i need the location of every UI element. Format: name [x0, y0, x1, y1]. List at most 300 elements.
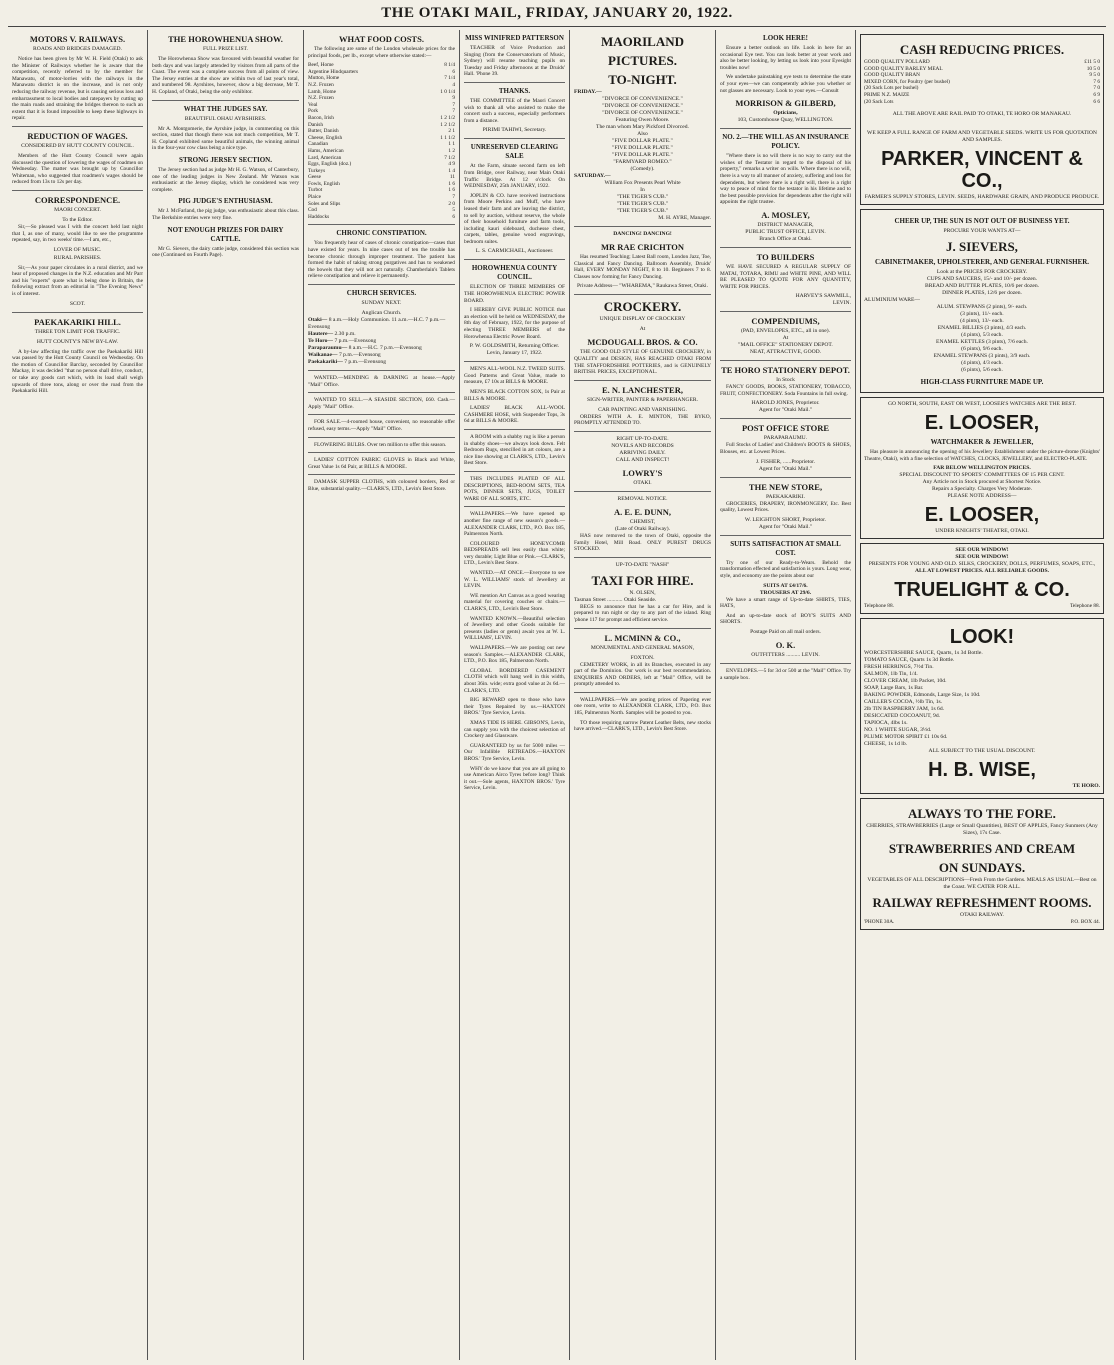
- ad-body: JOPLIN & CO. have received instructions from Moore Perkins and Muff, who have leased their farm and are leaving the district, to sell by auction, without reserve, the whole of their household furniture and farm tools, including kauri sideboard, duchesse chest, carpets, tables, genuine wood engravings, bedroom suites.: [464, 192, 565, 245]
- divider: [574, 557, 711, 558]
- cash-price: 9 5 0: [1089, 72, 1100, 79]
- olsen-name: N. OLSEN,: [629, 589, 656, 596]
- price-item: Bacon, Irish: [308, 114, 334, 121]
- classified-ad: WANTED TO SELL.—A SEASIDE SECTION, £60. Cash.—Apply "Mail" Office.: [308, 397, 455, 410]
- morrison-title: MORRISON & GILBERD,: [735, 98, 836, 109]
- price-value: 4 9: [448, 161, 455, 168]
- tehoro-stock: In Stock: [776, 377, 795, 384]
- look-item: TAPIOCA, 4lbs 1s.: [864, 719, 908, 726]
- film-title: "FIVE DOLLAR PLATE.": [612, 138, 673, 144]
- film-title: "DIVORCE OF CONVENIENCE.": [602, 103, 683, 109]
- divider: [308, 284, 455, 285]
- sievers-item: (4 pints), 13/- each.: [960, 318, 1004, 325]
- film-star: Featuring Owen Moore.: [615, 117, 670, 123]
- look-item: 2lb TIN RASPBERRY JAM, 1s 6d.: [864, 705, 945, 712]
- mosley-subtitle: DISTRICT MANAGER,: [757, 221, 814, 228]
- service-row: [308, 345, 455, 352]
- price-value: 1 2 1/2: [440, 121, 455, 128]
- crockery-title: CROCKERY.: [603, 299, 682, 315]
- price-row: [308, 108, 455, 115]
- newstore-title: THE NEW STORE,: [748, 481, 823, 492]
- divider: [464, 471, 565, 472]
- show-body: The Horowhenua Show was favoured with beautiful weather for both days and was largely attended by visitors from all parts of the Coast. The event was a complete success from all points of view. The Jersey entries at the show are within two of last year's total, and numbered 98. Ayrshires, however, show a big decrease, Mr T. H. Copland, of Otaki, being the only exhibitor.: [152, 56, 299, 95]
- price-value: 6: [452, 68, 455, 75]
- divider: [308, 414, 455, 415]
- window-line: SEE OUR WINDOW!: [955, 554, 1009, 561]
- compendiums-sub: (PAD, ENVELOPES, ETC., all in one).: [741, 328, 830, 335]
- look-item: FRESH HERRINGS, 7½d Tin.: [864, 663, 934, 670]
- classified-ad: WHY do we know that you are all going to use American Airco Tyres before long? Think it out.—Sole agents, HAXTON BROS.' Tyre Service, Levin.: [464, 765, 565, 792]
- comedy-label: (Comedy).: [630, 166, 655, 172]
- price-item: Lamb, Home: [308, 88, 336, 95]
- looser-far: FAR BELOW WELLINGTON PRICES.: [933, 465, 1031, 472]
- postage-note: Postage Paid on all mail orders.: [750, 629, 821, 635]
- newstore-sub: PAEKAKARIKI.: [765, 493, 806, 500]
- paekakariki-body: A by-law affecting the traffic over the Paekakariki Hill was passed by the Hutt County Council on Wednesday. On the motion of Councillor Barclay, seconded by Councillor Mackay, it was decided "that no person shall drive, conduct, or take any goods cart which, with its load shall weigh upwards of three tons, along or over the road from the Paekakariki Hill.: [12, 348, 143, 395]
- maoriland-title: MAORILAND: [600, 34, 685, 49]
- service-place: Paekakariki—: [308, 359, 343, 365]
- cash-price: 7 6: [1093, 78, 1100, 85]
- price-item: N.Z. Frozen: [308, 81, 334, 88]
- cash-item: GOOD QUALITY BARLEY MEAL: [864, 65, 943, 72]
- sievers-item: ENAMEL BILLIES (3 pints), 4/3 each.: [937, 325, 1027, 332]
- dancing-label: DANCING! DANCING!: [613, 231, 672, 237]
- price-item: Fowls, English: [308, 180, 340, 187]
- tehoro-title: TE HORO STATIONERY DEPOT.: [721, 365, 850, 376]
- sundays-title: ON SUNDAYS.: [938, 859, 1026, 875]
- mcdougall-title: MCDOUGALL BROS. & CO.: [587, 337, 698, 348]
- looser-subtitle-2: UNDER KNIGHTS' THEATRE, OTAKI.: [935, 528, 1029, 535]
- divider: [574, 294, 711, 295]
- crichton-title: MR RAE CRICHTON: [601, 242, 684, 252]
- price-row: [308, 141, 455, 148]
- look-foot: ALL SUBJECT TO THE USUAL DISCOUNT.: [928, 747, 1036, 754]
- tehoro-body: FANCY GOODS, BOOKS, STATIONERY, TOBACCO, FRUIT, CONFECTIONERY. Soda Fountains in full swing.: [720, 384, 851, 397]
- price-row: [308, 201, 455, 208]
- price-value: 7: [452, 108, 455, 115]
- sievers-look: Look at the PRICES FOR CROCKERY.: [936, 269, 1028, 276]
- classified-ad: FLOWERING BULBS. Over ten million to offer this season.: [314, 441, 447, 448]
- tonight-title: TO-NIGHT.: [608, 72, 677, 87]
- truelight-body: PRESENTS FOR YOUNG AND OLD. SILKS, CROCKERY, DOLLS, PERFUMES, SOAPS, ETC.,: [868, 561, 1096, 568]
- cash-row: [864, 59, 1100, 66]
- cash-row: [864, 85, 1100, 92]
- looser-discount: SPECIAL DISCOUNT TO SPORTS' COMMITTEES OF 15 PER CENT.: [899, 472, 1065, 479]
- service-row: [308, 359, 455, 366]
- price-row: [308, 75, 455, 82]
- price-item: Haddocks: [308, 213, 330, 220]
- column-2: [148, 30, 304, 1360]
- price-item: Cod: [308, 207, 317, 214]
- judges-heading: WHAT THE JUDGES SAY.: [183, 104, 268, 113]
- divider: [720, 311, 851, 312]
- price-item: Canadian: [308, 141, 329, 148]
- price-value: 7: [452, 194, 455, 201]
- price-item: Plaice: [308, 194, 321, 201]
- price-value: 1 0 1/4: [440, 88, 455, 95]
- cash-price: 7 0: [1093, 85, 1100, 92]
- builders-body: WE HAVE SECURED A REGULAR SUPPLY OF MATAI, TOTARA, RIMU and WHITE PINE, AND WILL BE PLEASED TO QUOTE FOR ANY QUANTITY, WRITE FOR PRICES.: [720, 263, 851, 290]
- cash-note-2: WE KEEP A FULL RANGE OF FARM AND VEGETABLE SEEDS. WRITE US FOR QUOTATION AND SAMPLES.: [867, 130, 1097, 144]
- jersey-body: The Jersey section had as judge Mr H. G. Watson, of Canterbury, one of the leading judges in New Zealand. Mr Watson was enthusiastic at the Jersey display, which he considered was very complete.: [152, 166, 299, 193]
- divider: [574, 226, 711, 227]
- divider: [720, 128, 851, 129]
- lookhere-body-2: We undertake painstaking eye tests to determine the state of your eyes—we can competently advise you whether or not glasses are necessary. Look to your eyes.—Consult: [720, 74, 851, 94]
- classified-ad: WE mention Art Canvas as a good wearing material for covering couches or chairs.—CLARK'S, LTD., Levin's Best Store.: [464, 592, 565, 613]
- sievers-item: ENAMEL STEWPANS (3 pints), 3/9 each.: [933, 353, 1031, 360]
- service-place: Hautere—: [308, 331, 334, 337]
- parker-title: PARKER, VINCENT & CO.,: [881, 148, 1083, 193]
- looser-note: PLEASE NOTE ADDRESS—: [947, 493, 1017, 500]
- price-value: 8 1/4: [444, 62, 455, 69]
- cheer-line: CHEER UP, THE SUN IS NOT OUT OF BUSINESS YET.: [894, 217, 1070, 226]
- price-row: [308, 128, 455, 135]
- window-line: SEE OUR WINDOW!: [955, 547, 1009, 554]
- shirts-body: We have a smart range of Up-to-date SHIRTS, TIES, HATS,: [720, 596, 851, 610]
- ayrshires-subheading: BEAUTIFUL OHAU AYRSHIRES.: [184, 115, 267, 122]
- also-label: Also: [637, 131, 648, 137]
- classified-ad: WANTED.—MENDING & DARNING at house.—Apply "Mail" Office.: [308, 375, 455, 388]
- builders-title: TO BUILDERS: [756, 251, 815, 262]
- classified-ad: WALLPAPERS.—We are posting out new season's Samples.—ALEXANDER CLARK, LTD., P.O. Box 185, Palmerston North.: [464, 645, 565, 665]
- olsen-address: Tasman Street ........... Otaki Seaside.: [574, 596, 657, 603]
- mcminn-body: CEMETERY WORK, in all its Branches, executed in any part of the Dominion. Our work is our best recommendation. ENQUIRIES AND ORDERS, left at "Mail" Office, will be promptly attended to.: [574, 661, 711, 688]
- price-item: Veal: [308, 101, 318, 108]
- service-row: [308, 331, 455, 338]
- judges-body: Mr A. Montgomerie, the Ayrshire judge, in commenting on this section, stated that though there was not much competition, Mr T. H. Copland exhibited some beautiful animals, the winning animal in the four-year cow class being a nice type.: [152, 125, 299, 152]
- price-value: 1 4: [448, 167, 455, 174]
- crockery-body: THE GOOD OLD STYLE OF GENUINE CROCKERY, in QUALITY and DESIGN, HAS REACHED OTAKI FROM THE STAFFORDSHIRE POTTERIES, and is GENUINELY BRITISH. PRICES, EXCEPTIONAL.: [574, 349, 711, 376]
- classified-ad: XMAS TIDE IS HERE. GIBSON'S, Levin, can supply you with the choicest selection of Crockery and Glassware.: [464, 719, 565, 740]
- cash-row: [864, 92, 1100, 99]
- service-time: 7 p.m.—Evensong: [344, 359, 387, 365]
- manager: M. H. AYRE, Manager.: [658, 215, 711, 221]
- friday-label: FRIDAY.—: [574, 89, 602, 95]
- cash-price: 6 6: [1093, 98, 1100, 105]
- film-title: "DIVORCE OF CONVENIENCE.": [602, 96, 683, 102]
- look-item: SOAP, Large Bars, 1s Bar.: [864, 684, 924, 691]
- film-title: "FIVE DOLLAR PLATE.": [612, 152, 673, 158]
- price-item: Mutton, Home: [308, 75, 340, 82]
- price-row: [308, 168, 455, 175]
- price-item: Pork: [308, 108, 319, 115]
- price-value: 11: [449, 174, 455, 181]
- cash-prices-ad: [860, 34, 1104, 205]
- sievers-item: DINNER PLATES, 12/6 per dozen.: [942, 290, 1022, 297]
- truelight-title: TRUELIGHT & CO.: [894, 579, 1070, 602]
- price-value: 1 2: [448, 147, 455, 154]
- veg-body: VEGETABLES OF ALL DESCRIPTIONS—Fresh From the Gardens. MEALS AS USUAL—Best on the Coast. WE CATER FOR ALL.: [867, 876, 1097, 890]
- divider: [12, 190, 143, 191]
- compendiums-title: COMPENDIUMS,: [751, 316, 820, 327]
- suits-body: Try one of our Ready-to-Wears. Behold the transformation effected and satisfaction is yours. Long wear, style, and economy are the points about our: [720, 559, 851, 580]
- compendiums-mail: "MAIL OFFICE" STATIONERY DEPOT.: [738, 342, 833, 349]
- column-5: [570, 30, 716, 1360]
- divider: [308, 370, 455, 371]
- taxi-title: TAXI FOR HIRE.: [591, 572, 694, 588]
- lowrys-place: OTAKI.: [633, 479, 652, 486]
- pig-body: Mr J. McFarland, the pig judge, was enthusiastic about this class. The Berkshire entries were very fine.: [152, 208, 299, 221]
- looser-body: Has pleasure in announcing the opening of his Jewellery Establishment under the picture-drome (Knights' Theatre, Otaki), with a fine selection of WATCHES, CLOCKS, JEWELLERY, and ELECTRO-PLATE.: [864, 449, 1100, 462]
- motors-subheading: ROADS AND BRIDGES DAMAGED.: [33, 46, 122, 52]
- divider: [720, 247, 851, 248]
- to-editor: To the Editor.: [62, 216, 93, 223]
- paekakariki-subheading: THREE TON LIMIT FOR TRAFFIC.: [34, 328, 121, 335]
- price-item: N.Z. Frozen: [308, 95, 334, 102]
- paekakariki-subheading-2: HUTT COUNTY'S NEW BY-LAW.: [36, 338, 119, 345]
- compendiums-at: At: [782, 335, 789, 342]
- cash-row: [864, 66, 1100, 73]
- price-row: [308, 115, 455, 122]
- cash-price: £11 5 0: [1084, 59, 1100, 65]
- mosley-branch: Branch Office at Otaki.: [759, 235, 812, 242]
- lookhere-title: LOOK HERE!: [763, 34, 808, 42]
- dunn-title: A. E. E. DUNN,: [614, 506, 671, 517]
- harvey-name: HARVEY'S SAWMILL,: [795, 293, 851, 300]
- column-4: [460, 30, 570, 1360]
- classified-ad: ENVELOPES.—5 for 3d or 500 at the "Mail" Office. Try a sample box.: [720, 668, 851, 681]
- price-value: 2 0: [448, 200, 455, 207]
- service-row: [308, 338, 455, 345]
- rural-parishes-letter: Sir,—As your paper circulates in a rural district, and we hear of proposed changes in the N.Z. education and Mr Parr and his "experts" quote what is being done in Britain, the following extract from an editorial in "The Evening News" is of interest.: [12, 264, 143, 298]
- divider: [720, 535, 851, 536]
- dunn-late: (Late of Otaki Railway).: [615, 525, 670, 532]
- wages-subheading: CONSIDERED BY HUTT COUNTY COUNCIL.: [21, 142, 134, 149]
- price-item: Hams, American: [308, 147, 344, 154]
- divider: [720, 477, 851, 478]
- column-7: [856, 30, 1108, 1360]
- price-value: 7: [452, 101, 455, 108]
- service-place: Waikanae—: [308, 352, 338, 358]
- mcminn-subtitle: MONUMENTAL AND GENERAL MASON,: [590, 644, 695, 651]
- classified-ad: WANTED KNOWN.—Beautiful selection of Jewellery and other Goods suitable for presents (ladies or gents) await you at W. L. WILLIAMS', LEVIN.: [464, 615, 565, 642]
- service-time: 2.30 p.m.: [334, 331, 356, 337]
- look-item: CAILLER'S COCOA, ½lb Tin, 1s.: [864, 698, 943, 705]
- crichton-body: Has resumed Teaching; Latest Ball room, London Jazz, Toe, Classical and Fancy Dancing. Ballroom Assembly, Druids' Hall, EVERY MONDAY NIGHT, 8 to 10. Beginners 7 to 8. Classes now forming for Fancy Dancing.: [574, 254, 711, 280]
- cash-price: 6 9: [1093, 91, 1100, 98]
- cash-row: [864, 72, 1100, 79]
- ad-body: ELECTION OF THREE MEMBERS OF THE HOROWHENUA ELECTRIC POWER BOARD.: [464, 284, 565, 304]
- service-row: [308, 352, 455, 359]
- ad-body: At the Farm, situate second farm on left from Bridge, over Railway, near Main Otaki Traffic Bridge. At 12 o'clock On WEDNESDAY, 25th JANUARY, 1922.: [464, 163, 565, 190]
- cash-item: MIXED CORN, for Poultry (per bushel): [864, 78, 950, 85]
- letter-signature: SCOT.: [69, 300, 86, 307]
- mosley-title: A. MOSLEY,: [761, 209, 810, 220]
- food-costs-intro: The following are some of the London wholesale prices for the principal foods, per lb., except where otherwise stated:—: [308, 46, 455, 59]
- price-value: 6: [452, 213, 455, 220]
- opticians-address: 103, Customhouse Quay, WELLINGTON.: [737, 117, 834, 124]
- classified-ad: DAMASK SUPPER CLOTHS, with coloured borders, Red or Blue, substantial quality.—CLARK'S, LTD., Levin's Best Store.: [308, 479, 455, 492]
- price-row: [308, 95, 455, 102]
- classified-ad: WANTED.—AT ONCE.—Everyone to see W. L. WILLIAMS' stock of Jewellery at LEVIN.: [464, 570, 565, 590]
- price-row: [308, 89, 455, 96]
- looser-top: GO NORTH, SOUTH, EAST OR WEST, LOOSER'S WATCHES ARE THE BEST.: [887, 401, 1077, 408]
- ad-title: UNRESERVED CLEARING SALE: [470, 143, 559, 161]
- lookhere-body: Ensure a better outlook on life. Look in here for an occasional Eye test. You can look better at your work and also be better looking, by letting us look into your Eyesight troubles now!: [720, 45, 851, 71]
- classified-ad: BIG REWARD open to those who have their Tyres Repaired by us.—HAXTON BROS.' Tyre Service, Levin.: [464, 697, 565, 717]
- divider: [720, 663, 851, 664]
- film-title: "THE TIGER'S CUB.": [616, 194, 669, 200]
- classified-ad: MEN'S BLACK COTTON SOX, 1s Pair at BILLS & MOORE.: [464, 389, 565, 402]
- saturday-label: SATURDAY.—: [574, 173, 611, 179]
- column-3: [304, 30, 460, 1360]
- sunday-next: SUNDAY NEXT.: [361, 300, 402, 306]
- jersey-heading: STRONG JERSEY SECTION.: [179, 155, 272, 164]
- maori-concert-subheading: MAORI CONCERT.: [54, 206, 101, 213]
- anglican-church: Anglican Church.: [361, 310, 402, 316]
- dunn-body: HAS now removed to the town of Otaki, opposite the Family Hotel, Mill Road. ONLY PUREST DRUGS STOCKED.: [574, 532, 711, 553]
- columns: [8, 30, 1108, 1360]
- look-item: PLUME MOTOR SPIRIT £1 10s 6d.: [864, 733, 948, 740]
- mcminn-title: L. MCMINN & CO.,: [604, 632, 681, 643]
- price-item: Eggs, English (doz.): [308, 161, 352, 168]
- lowrys-line: NOVELS AND RECORDS: [611, 442, 674, 449]
- divider: [12, 126, 143, 127]
- boys-body: And an up-to-date stock of BOY'S SUITS AND SHORTS.: [720, 612, 851, 626]
- price-value: 9: [452, 95, 455, 102]
- look-item: DESICCATED COCOANUT, 9d.: [864, 712, 941, 719]
- correspondence-heading: CORRESPONDENCE.: [34, 194, 121, 205]
- ad-signature: P. W. GOLDSMITH, Returning Officer. Levin, January 17, 1922.: [469, 343, 560, 357]
- cash-item: GOOD QUALITY POLLARD: [864, 59, 930, 65]
- prize-list-subheading: FULL PRIZE LIST.: [203, 46, 248, 52]
- food-costs-heading: WHAT FOOD COSTS.: [339, 34, 424, 44]
- motors-body: Notice has been given by Mr W. H. Field (Otaki) to ask the Minister of Railways whether he is aware that the competition, recently referred to by the member for Manawatu, of motor-lorries with the railways in the Manawatu district is on the increase, and is not only reducing the railway revenue, but is causing serious loss and embarrassment to local bodies and ratepayers by cutting up the main roads and straining the bridges thereon to such an extent that it is found impossible to keep these highways in repair.: [12, 56, 143, 122]
- railway-place: OTAKI RAILWAY.: [960, 911, 1004, 918]
- in-label: In: [640, 187, 645, 193]
- price-row: [308, 181, 455, 188]
- tehoro-prop: HAROLD JONES, Proprietor.: [751, 400, 820, 407]
- ad-title: THANKS.: [498, 86, 531, 95]
- sievers-item: ALUMINIUM WARE—: [864, 297, 920, 304]
- look-item: CHEESE, 1s 1d lb.: [864, 740, 908, 747]
- divider: [464, 259, 565, 260]
- price-row: [308, 102, 455, 109]
- will-title: NO. 2.—THE WILL AS AN INSURANCE POLICY.: [722, 133, 849, 151]
- price-item: Geese: [308, 174, 321, 181]
- price-row: [308, 122, 455, 129]
- sievers-ad: [860, 209, 1104, 393]
- sievers-item: ALUM. STEWPANS (2 pints), 9/- each.: [936, 304, 1028, 311]
- sievers-title: J. SIEVERS,: [946, 239, 1018, 255]
- price-value: 1 6: [448, 187, 455, 194]
- divider: [720, 418, 851, 419]
- cash-item: (20 Sack Lots per bushel): [864, 85, 919, 92]
- price-item: Turkeys: [308, 167, 326, 174]
- classified-ad: LADIES' BLACK ALL-WOOL CASHMERE HOSE, with Suspender Tops, 3s 6d at BILLS & MOORE.: [464, 405, 565, 425]
- price-row: [308, 194, 455, 201]
- service-time: 7 p.m.—Evensong: [334, 338, 377, 344]
- lanchester-orders: ORDERS WITH A. E. MINTON, THE BYKO, PROMPTLY ATTENDED TO.: [574, 413, 711, 427]
- wise-title: H. B. WISE,: [928, 758, 1036, 781]
- divider: [574, 431, 711, 432]
- at-label: At: [639, 326, 646, 333]
- always-body: CHERRIES, STRAWBERRIES (Large or Small Quantities), BEST OF APPLES, Fancy Sunmers (Any Sizes), 17s Case.: [866, 822, 1098, 836]
- service-place: Otaki—: [308, 317, 328, 323]
- look-item: SALMON, 1lb Tin, 1/4.: [864, 670, 918, 677]
- price-row: [308, 207, 455, 214]
- post-agent: Agent for "Otaki Mail.": [758, 465, 813, 472]
- divider: [464, 138, 565, 139]
- looser-ad: [860, 397, 1104, 539]
- price-row: [308, 62, 455, 69]
- divider: [308, 452, 455, 453]
- sievers-item: (4 pints), 5/3 each.: [961, 332, 1003, 339]
- cash-title: CASH REDUCING PRICES.: [899, 42, 1065, 57]
- price-item: Butter, Danish: [308, 128, 339, 135]
- constipation-heading: CHRONIC CONSTIPATION.: [336, 229, 427, 238]
- price-row: [308, 174, 455, 181]
- looser-repairs: Repairs a Specialty. Charges Very Moderate.: [932, 486, 1032, 493]
- service-time: 8 a.m.—Holy Communion. 11 a.m.—H.C. 7 p.m.—Evensong: [308, 317, 446, 330]
- ad-body: TEACHER of Voice Production and Singing (from the Conservatorium of Music, Sydney) will resume teaching pupils on Tuesday and Friday afternoons at the Druids' Hall. 'Phone 39.: [464, 45, 565, 78]
- look-item: CLOVER CREAM, 1lb Packet, 10d.: [864, 677, 947, 684]
- film-title: "DIVORCE OF CONVENIENCE.": [602, 110, 683, 116]
- price-table: [308, 62, 455, 220]
- parker-subtitle: FARMER'S SUPPLY STORES, LEVIN. SEEDS, HARDWARE GRAIN, AND PRODUCE PRODUCE.: [864, 194, 1100, 201]
- price-value: 7 1/2: [444, 154, 455, 161]
- post-title: POST OFFICE STORE: [741, 423, 830, 434]
- divider: [464, 361, 565, 362]
- look-item: TOMATO SAUCE, Quarts 1s 3d Bottle.: [864, 656, 955, 663]
- classified-ad: THIS INCLUDES PLATED OF ALL DESCRIPTIONS, BED-ROOM SETS, TEA POTS, DINNER SETS, JUGS, TOILET WARE OF ALL SORTS, ETC.: [464, 475, 565, 502]
- cash-item: (20 Sack Lots: [864, 98, 894, 105]
- ad-title: HOROWHENUA COUNTY COUNCIL.: [471, 264, 558, 282]
- crichton-address: Private Address— "WHAREMA," Raukawa Street, Otaki.: [576, 283, 709, 290]
- column-6: [716, 30, 856, 1360]
- nash-label: UP-TO-DATE "NASH": [615, 561, 670, 568]
- rural-parishes-subheading: RURAL PARISHES.: [53, 254, 102, 261]
- classified-ad: MEN'S ALL-WOOL N.Z. TWEED SUITS. Good Patterns and Great Value, made to measure, £7 10s at BILLS & MOORE.: [464, 366, 565, 386]
- price-value: 1 1: [448, 141, 455, 148]
- look-item: BAKING POWDER, Edmonds, Large Size, 1s 10d.: [864, 691, 981, 698]
- classified-ad: GLOBAL BORDERED CASEMENT CLOTH which will hang well in this width, about 36in. wide; extra good value at 2s 6d.—CLARK'S, LTD.: [464, 667, 565, 694]
- mosley-address: PUBLIC TRUST OFFICE, LEVIN.: [745, 228, 826, 235]
- divider: [574, 692, 711, 693]
- divider: [464, 506, 565, 507]
- price-item: Turbot: [308, 187, 323, 194]
- sievers-item: (3 pints), 11/- each.: [960, 311, 1004, 318]
- constipation-body: You frequently hear of cases of chronic constipation—cases that have existed for years. In nine cases out of ten the trouble has become chronic through improper treatment. The patient has formed the habit of taking strong purgatives and has to weakened the bowels that they will not act naturally. Chamberlain's Tablets relieve constipation and relieve it permanently.: [308, 240, 455, 280]
- price-value: 2 1: [448, 128, 455, 135]
- classified-ad: WALLPAPERS.—We have opened up another fine range of new season's goods.—ALEXANDER CLARK, LTD., P.O. Box 185, Palmerston North.: [464, 511, 565, 538]
- divider: [720, 360, 851, 361]
- always-title: ALWAYS TO THE FORE.: [908, 805, 1056, 821]
- price-item: Lard, American: [308, 154, 342, 161]
- newstore-agent: Agent for "Otaki Mail.": [758, 523, 813, 530]
- sievers-item: BREAD AND BUTTER PLATES, 10/6 per dozen.: [924, 283, 1040, 290]
- railway-contact-row: [864, 919, 1100, 926]
- price-item: Danish: [308, 121, 324, 128]
- trousers-price: TROUSERS AT 29/6.: [759, 589, 812, 596]
- divider: [574, 380, 711, 381]
- classified-ad: LADIES' COTTON FABRIC GLOVES in Black and White, Great Value 1s 6d Pair, at BILLS & MOORE.: [308, 457, 455, 470]
- look-item: WORCESTERSHIRE SAUCE, Quarts, 1s 3d Bottle.: [864, 649, 983, 656]
- suits-title: SUITS SATISFACTION AT SMALL COST.: [730, 539, 841, 557]
- film-title: "THE TIGER'S CUB.": [616, 208, 669, 214]
- dairy-heading: NOT ENOUGH PRIZES FOR DAIRY CATTLE.: [167, 225, 284, 243]
- divider: [12, 312, 143, 313]
- cash-price: 10 5 0: [1086, 65, 1100, 72]
- horowhenua-show-heading: THE HOROWHENUA SHOW.: [168, 34, 283, 44]
- telephone: Telephone 88.: [1070, 603, 1100, 610]
- tehoro-agent: Agent for "Otaki Mail.": [758, 407, 813, 414]
- ad-signature: L. S. CARMICHAEL, Auctioneer.: [475, 248, 554, 255]
- telephone: Telephone 88.: [864, 603, 894, 610]
- procure-line: PROCURE YOUR WANTS AT—: [943, 228, 1021, 235]
- railway-title: RAILWAY REFRESHMENT ROOMS.: [872, 894, 1092, 910]
- divider: [308, 474, 455, 475]
